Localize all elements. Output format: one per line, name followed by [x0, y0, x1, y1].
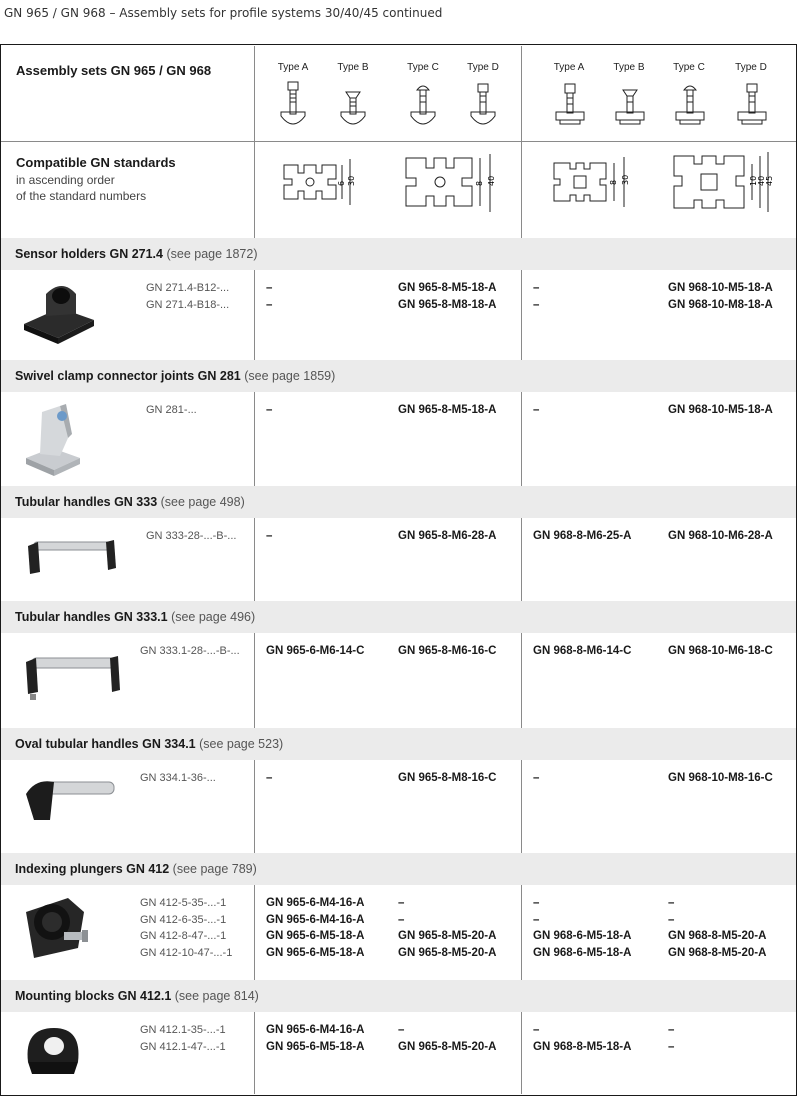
indexing-plunger-image — [18, 892, 94, 964]
section-header — [1, 980, 796, 1012]
standard-ref: GN 412-5-35-...-1 — [140, 897, 227, 909]
standard-ref: GN 271.4-B18-... — [146, 298, 230, 311]
profile-30-icon — [280, 155, 364, 225]
section-header — [1, 360, 796, 392]
dim-10: 10 — [749, 175, 758, 186]
assembly-set-cell: GN 968-10-M8-18-A — [668, 298, 773, 311]
oval-handle-image — [20, 772, 120, 828]
assembly-set-cell: GN 965-8-M8-16-C — [398, 772, 497, 784]
assembly-set-cell: GN 968-8-M5-18-A — [533, 1040, 632, 1053]
standard-ref: GN 412-10-47-...-1 — [140, 946, 233, 959]
assembly-set-cell: – — [533, 772, 540, 784]
dim-45: 45 — [765, 175, 774, 186]
standard-ref: GN 412.1-47-...-1 — [140, 1040, 226, 1053]
type-c-label: Type C — [407, 62, 439, 73]
assembly-set-cell: GN 968-8-M5-20-A — [668, 930, 767, 942]
assembly-set-cell: – — [266, 404, 273, 416]
assembly-set-cell: – — [398, 1024, 405, 1036]
assembly-set-cell: – — [398, 897, 405, 909]
assembly-set-cell: – — [533, 1024, 540, 1036]
assembly-set-cell: GN 965-6-M5-18-A — [266, 946, 365, 959]
compat-subtitle-1: in ascending order — [16, 173, 115, 187]
assembly-set-cell: GN 965-6-M5-18-A — [266, 930, 365, 942]
assembly-set-cell: – — [668, 1024, 675, 1036]
dim-6: 6 — [337, 180, 346, 186]
assembly-set-cell: GN 965-8-M5-20-A — [398, 1040, 497, 1053]
assembly-set-cell: GN 968-8-M6-14-C — [533, 645, 632, 657]
standard-ref: GN 281-... — [146, 404, 197, 416]
section-header — [1, 486, 796, 518]
dim-40: 40 — [487, 175, 496, 186]
standard-ref: GN 333-28-...-B-... — [146, 530, 237, 542]
type-b-label: Type B — [337, 62, 369, 73]
bolt-type-c-right-icon — [674, 80, 706, 130]
assembly-set-cell: – — [533, 282, 540, 294]
assembly-set-cell: GN 965-8-M5-20-A — [398, 946, 497, 959]
type-a-label-right: Type A — [553, 62, 585, 73]
bolt-type-a-icon — [278, 80, 308, 134]
section-title: Tubular handles GN 333.1 — [15, 610, 168, 624]
dim-30: 30 — [347, 175, 356, 186]
assembly-set-cell: GN 965-6-M4-16-A — [266, 913, 365, 926]
section-page-ref: (see page 496) — [167, 610, 256, 624]
standard-ref: GN 334.1-36-... — [140, 772, 216, 784]
col-divider-2 — [521, 46, 522, 1094]
mounting-block-image — [20, 1022, 86, 1078]
section-title: Oval tubular handles GN 334.1 — [15, 737, 196, 751]
type-d-label: Type D — [467, 62, 499, 73]
col-divider-1 — [254, 46, 255, 1094]
assembly-set-cell: GN 965-6-M6-14-C — [266, 645, 365, 657]
assembly-set-cell: – — [668, 897, 675, 909]
assembly-set-cell: GN 968-10-M6-28-A — [668, 530, 773, 542]
compat-subtitle-2: of the standard numbers — [16, 189, 147, 203]
assembly-set-cell: GN 968-10-M6-18-C — [668, 645, 773, 657]
section-title: Indexing plungers GN 412 — [15, 862, 170, 876]
type-d-label-right: Type D — [735, 62, 767, 73]
section-title: Mounting blocks GN 412.1 — [15, 989, 172, 1003]
section-header — [1, 728, 796, 760]
assembly-set-cell: – — [668, 913, 675, 926]
section-header — [1, 601, 796, 633]
assembly-set-cell: GN 968-10-M8-16-C — [668, 772, 773, 784]
assembly-set-cell: – — [533, 913, 540, 926]
assembly-set-cell: – — [398, 913, 405, 926]
type-a-label: Type A — [277, 62, 309, 73]
tubular-handle-image — [20, 528, 120, 584]
standard-ref: GN 412-8-47-...-1 — [140, 930, 227, 942]
bolt-type-d-right-icon — [736, 80, 768, 130]
section-page-ref: (see page 1859) — [240, 369, 336, 383]
assembly-set-cell: GN 965-6-M4-16-A — [266, 897, 365, 909]
dim-8-right: 8 — [609, 179, 618, 185]
bolt-type-b-icon — [338, 80, 368, 134]
assembly-set-cell: GN 965-8-M8-18-A — [398, 298, 497, 311]
assembly-set-cell: – — [668, 1040, 675, 1053]
compat-title: Compatible GN standards — [16, 155, 176, 170]
bolt-type-b-right-icon — [614, 80, 646, 130]
swivel-joint-image — [18, 398, 88, 478]
section-header — [1, 238, 796, 270]
assembly-set-cell: – — [533, 298, 540, 311]
assembly-set-cell: GN 965-8-M5-18-A — [398, 282, 497, 294]
assembly-set-cell: GN 968-10-M5-18-A — [668, 404, 773, 416]
section-page-ref: (see page 1872) — [162, 247, 258, 261]
section-header — [1, 853, 796, 885]
standard-ref: GN 412.1-35-...-1 — [140, 1024, 226, 1036]
assembly-set-cell: GN 968-6-M5-18-A — [533, 930, 632, 942]
dim-30-right: 30 — [621, 174, 630, 185]
profile-30-right-icon — [550, 155, 640, 225]
assembly-set-cell: GN 965-8-M5-18-A — [398, 404, 497, 416]
assembly-set-cell: GN 965-8-M6-16-C — [398, 645, 497, 657]
dim-40-right: 40 — [757, 175, 766, 186]
assembly-set-cell: GN 968-6-M5-18-A — [533, 946, 632, 959]
standard-ref: GN 271.4-B12-... — [146, 282, 230, 294]
bolt-type-c-icon — [408, 80, 438, 134]
section-page-ref: (see page 789) — [169, 862, 257, 876]
standard-ref: GN 412-6-35-...-1 — [140, 913, 227, 926]
assembly-set-cell: – — [266, 282, 273, 294]
section-title: Sensor holders GN 271.4 — [15, 247, 163, 261]
assembly-set-cell: GN 968-8-M6-25-A — [533, 530, 632, 542]
assembly-set-cell: GN 968-8-M5-20-A — [668, 946, 767, 959]
section-page-ref: (see page 523) — [195, 737, 284, 751]
header-divider — [1, 141, 796, 142]
profile-45-icon — [670, 150, 780, 230]
assembly-set-cell: GN 965-6-M5-18-A — [266, 1040, 365, 1053]
assembly-set-cell: – — [266, 772, 273, 784]
section-page-ref: (see page 498) — [157, 495, 245, 509]
sensor-holder-image — [18, 280, 98, 344]
assembly-set-cell: – — [533, 404, 540, 416]
table-title: Assembly sets GN 965 / GN 968 — [16, 63, 212, 78]
page-header: GN 965 / GN 968 – Assembly sets for profile systems 30/40/45 continued — [4, 6, 443, 20]
section-title: Swivel clamp connector joints GN 281 — [15, 369, 241, 383]
section-title: Tubular handles GN 333 — [15, 495, 158, 509]
assembly-set-cell: – — [266, 530, 273, 542]
assembly-set-cell: – — [533, 897, 540, 909]
standard-ref: GN 333.1-28-...-B-... — [140, 645, 240, 657]
assembly-set-cell: – — [266, 298, 273, 311]
assembly-set-cell: GN 968-10-M5-18-A — [668, 282, 773, 294]
assembly-set-cell: GN 965-6-M4-16-A — [266, 1024, 365, 1036]
profile-40-icon — [402, 152, 502, 228]
tubular-handle-1-image — [20, 646, 120, 706]
type-b-label-right: Type B — [613, 62, 645, 73]
assembly-set-cell: GN 965-8-M5-20-A — [398, 930, 497, 942]
assembly-set-cell: GN 965-8-M6-28-A — [398, 530, 497, 542]
type-c-label-right: Type C — [673, 62, 705, 73]
dim-8: 8 — [475, 180, 484, 186]
bolt-type-a-right-icon — [554, 80, 586, 130]
bolt-type-d-icon — [468, 80, 498, 134]
section-page-ref: (see page 814) — [171, 989, 259, 1003]
